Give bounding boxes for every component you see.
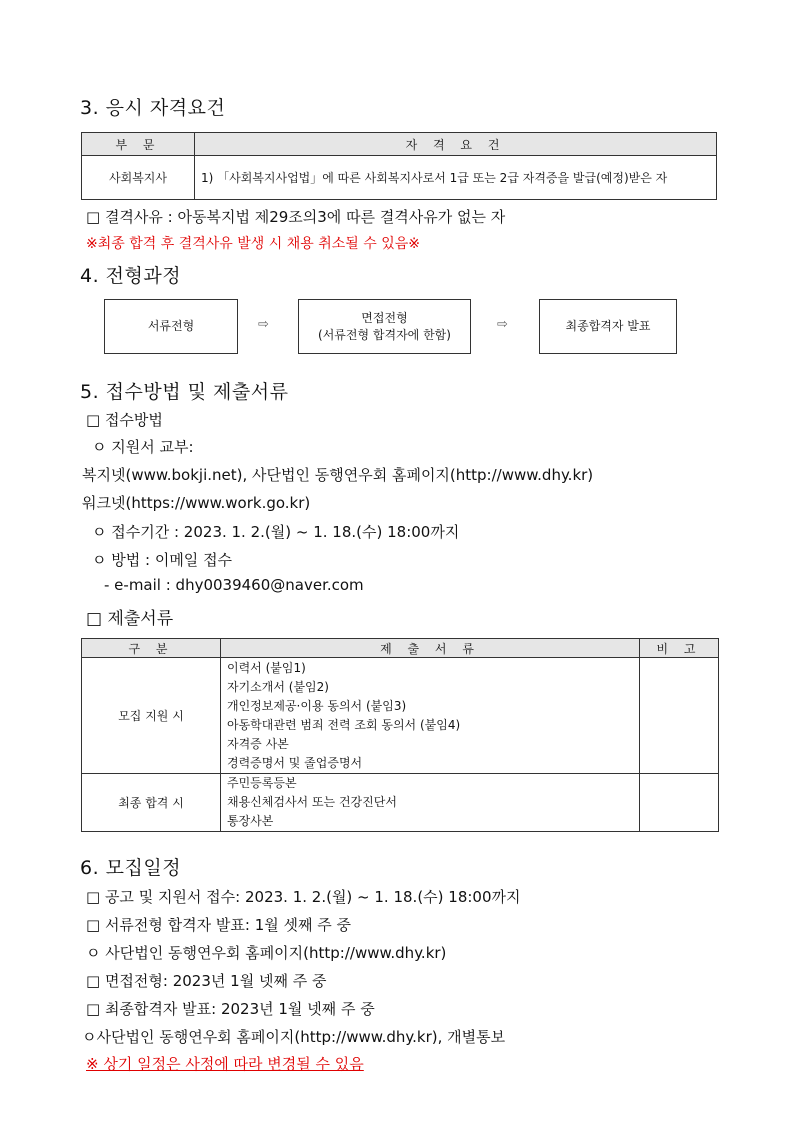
method-line: 워크넷(https://www.work.go.kr) bbox=[82, 494, 311, 512]
list-item: 통장사본 bbox=[227, 814, 274, 828]
notes-cell bbox=[640, 658, 719, 774]
section-5-title: 5. 접수방법 및 제출서류 bbox=[80, 381, 289, 403]
schedule-line: □ 면접전형: 2023년 1월 넷째 주 중 bbox=[86, 972, 327, 990]
list-item: 자기소개서 (붙임2) bbox=[227, 679, 329, 694]
schedule-line: □ 최종합격자 발표: 2023년 1월 넷째 주 중 bbox=[86, 1000, 375, 1018]
process-step-final bbox=[539, 299, 677, 354]
list-item: 아동학대관련 범죄 전력 조회 동의서 (붙임4) bbox=[227, 717, 461, 732]
schedule-line: □ 공고 및 지원서 접수: 2023. 1. 2.(월) ~ 1. 18.(수) 18:00까지 bbox=[86, 888, 521, 906]
list-item: 개인정보제공·이용 동의서 (붙임3) bbox=[227, 698, 407, 713]
process-step-documents bbox=[104, 299, 238, 354]
arrow-icon: ⇨ bbox=[258, 317, 269, 332]
notes-cell bbox=[640, 774, 719, 832]
table-header-category: 구 분 bbox=[82, 639, 221, 658]
document-list bbox=[221, 658, 640, 774]
list-item: 채용신체검사서 또는 건강진단서 bbox=[227, 795, 397, 809]
table-header-category: 부 문 bbox=[82, 133, 195, 156]
table-cell-category: 사회복지사 bbox=[82, 156, 195, 200]
cancellation-warning: ※최종 합격 후 결격사유 발생 시 채용 취소될 수 있음※ bbox=[86, 236, 420, 252]
method-line: ㅇ 접수기간 : 2023. 1. 2.(월) ~ 1. 18.(수) 18:00까지 bbox=[92, 523, 460, 541]
list-item: 주민등록등본 bbox=[227, 776, 297, 790]
table-row-label: 모집 지원 시 bbox=[82, 658, 221, 774]
schedule-line: ㅇ 사단법인 동행연우회 홈페이지(http://www.dhy.kr) bbox=[86, 944, 447, 962]
table-header-requirement: 자 격 요 건 bbox=[195, 133, 717, 156]
email-line: - e-mail : dhy0039460@naver.com bbox=[104, 576, 364, 594]
method-line: 복지넷(www.bokji.net), 사단법인 동행연우회 홈페이지(http://www.dhy.kr) bbox=[82, 466, 594, 484]
qualification-table bbox=[81, 132, 717, 200]
schedule-line: □ 서류전형 합격자 발표: 1월 셋째 주 중 bbox=[86, 916, 352, 934]
document-list bbox=[221, 774, 640, 832]
table-header-documents: 제 출 서 류 bbox=[221, 639, 640, 658]
schedule-line: ㅇ사단법인 동행연우회 홈페이지(http://www.dhy.kr), 개별통보 bbox=[82, 1028, 506, 1046]
process-step-label: 서류전형 bbox=[147, 319, 195, 333]
method-line: ㅇ 지원서 교부: bbox=[92, 438, 194, 456]
schedule-change-note: ※ 상기 일정은 사정에 따라 변경될 수 있음 bbox=[86, 1055, 364, 1073]
section-6-title: 6. 모집일정 bbox=[80, 857, 182, 879]
section-4-title: 4. 전형과정 bbox=[80, 265, 182, 287]
process-step-interview bbox=[298, 299, 471, 354]
list-item: 경력증명서 및 졸업증명서 bbox=[227, 755, 363, 770]
process-step-label: 최종합격자 발표 bbox=[565, 319, 651, 333]
list-item: 이력서 (붙임1) bbox=[227, 660, 306, 675]
list-item: 자격증 사본 bbox=[227, 736, 289, 751]
docs-title: □ 제출서류 bbox=[86, 609, 174, 629]
table-row-label: 최종 합격 시 bbox=[82, 774, 221, 832]
table-cell-requirement: 1) 「사회복지사업법」에 따른 사회복지사로서 1급 또는 2급 자격증을 발급(예정)받은 자 bbox=[195, 156, 717, 200]
arrow-icon: ⇨ bbox=[497, 317, 508, 332]
disqualification-note: □ 결격사유 : 아동복지법 제29조의3에 따른 결격사유가 없는 자 bbox=[86, 208, 506, 226]
method-title: □ 접수방법 bbox=[86, 411, 163, 429]
method-line: ㅇ 방법 : 이메일 접수 bbox=[92, 551, 233, 569]
section-3-title: 3. 응시 자격요건 bbox=[80, 97, 226, 119]
process-step-sublabel: (서류전형 합격자에 한함) bbox=[318, 327, 451, 342]
table-header-notes: 비 고 bbox=[640, 639, 719, 658]
documents-table bbox=[81, 638, 719, 832]
process-step-label: 면접전형 bbox=[361, 310, 408, 325]
